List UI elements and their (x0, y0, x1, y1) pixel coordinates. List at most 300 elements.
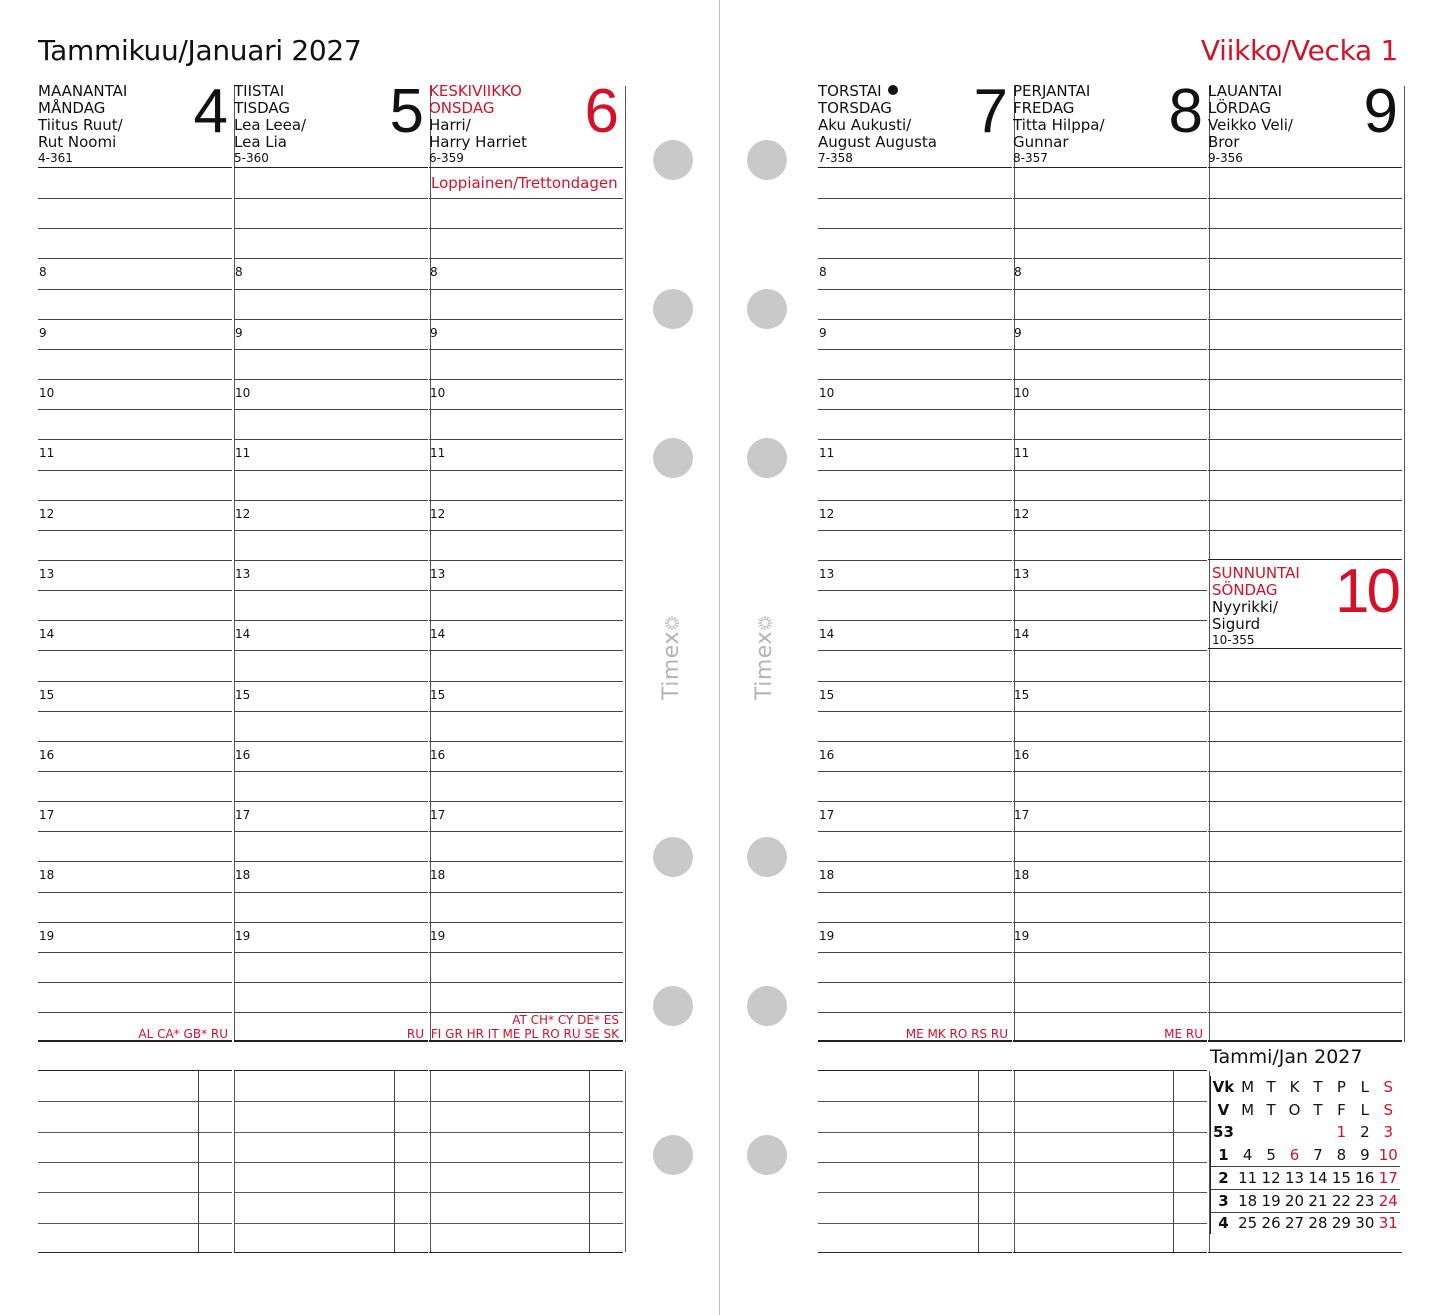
notes-line (234, 1192, 428, 1193)
row-line (818, 198, 1012, 199)
row-line (1013, 409, 1207, 410)
day-column-6 (429, 77, 623, 1042)
row-line (1013, 801, 1207, 802)
hour-label: 9 (39, 325, 47, 340)
mini-calendar-row (1211, 1189, 1400, 1212)
hour-label: 12 (235, 506, 251, 521)
row-line (234, 289, 428, 290)
notes-line (38, 1192, 232, 1193)
mini-calendar-row (1211, 1166, 1400, 1189)
column-bottom-line (818, 1040, 1012, 1042)
row-line (1013, 258, 1207, 259)
column-bottom-line (1013, 1040, 1207, 1042)
row-line (1208, 530, 1402, 531)
notes-line (429, 1132, 623, 1133)
row-line (818, 711, 1012, 712)
notes-line (429, 1192, 623, 1193)
hour-label: 14 (1014, 627, 1030, 642)
row-line (234, 771, 428, 772)
hour-label: 13 (430, 566, 446, 581)
calendar-cell: T (1266, 1078, 1276, 1097)
calendar-cell: 15 (1331, 1169, 1351, 1188)
row-line (234, 831, 428, 832)
hour-label: 16 (39, 747, 55, 762)
calendar-cell: 2 (1360, 1123, 1370, 1142)
punch-hole (653, 1135, 693, 1175)
row-line (429, 952, 623, 953)
day-of-year: 9-356 (1208, 151, 1243, 165)
notes-line (38, 1132, 232, 1133)
row-line (1013, 590, 1207, 591)
week-number: 1 (1218, 1146, 1229, 1165)
day-of-year: 7-358 (818, 151, 853, 165)
row-line (818, 409, 1012, 410)
mini-calendar (1208, 1044, 1402, 1253)
row-line (1013, 650, 1207, 651)
hour-label: 8 (1014, 265, 1022, 280)
row-line (818, 500, 1012, 501)
row-line (1013, 922, 1207, 923)
row-line (1208, 379, 1402, 380)
row-line (234, 741, 428, 742)
calendar-cell: M (1241, 1100, 1255, 1119)
row-line (818, 861, 1012, 862)
name-day-1: Lea Leea/ (234, 116, 307, 134)
calendar-cell: 25 (1238, 1214, 1258, 1233)
hour-label: 15 (430, 687, 446, 702)
timex-logo (752, 615, 777, 700)
row-line (1208, 922, 1402, 923)
row-line (429, 922, 623, 923)
row-line (234, 409, 428, 410)
column-bottom-line (429, 1040, 623, 1042)
hour-label: 17 (1014, 808, 1030, 823)
calendar-cell: 24 (1378, 1191, 1398, 1210)
row-line (429, 289, 623, 290)
calendar-cell: 29 (1331, 1214, 1351, 1233)
mini-calendar-row (1211, 1121, 1400, 1144)
row-line (234, 439, 428, 440)
hour-label: 9 (819, 325, 827, 340)
name-day-1: Nyyrikki/ (1212, 598, 1278, 616)
notes-box (818, 1070, 1012, 1253)
hour-label: 10 (430, 386, 446, 401)
notes-divider (198, 1071, 199, 1252)
weekday-fi: PERJANTAI (1013, 82, 1091, 100)
column-bottom-line (1208, 1040, 1402, 1042)
calendar-cell: M (1241, 1078, 1255, 1097)
day-of-year: 8-357 (1013, 151, 1048, 165)
row-line (429, 590, 623, 591)
brand-text: Timex (658, 631, 684, 700)
weekday-sv: TISDAG (234, 99, 291, 117)
day-column-4 (38, 77, 232, 1042)
row-line (818, 1012, 1012, 1013)
row-line (818, 650, 1012, 651)
mini-calendar-row (1211, 1212, 1400, 1235)
punch-hole (653, 986, 693, 1026)
row-line (818, 349, 1012, 350)
row-line (1208, 861, 1402, 862)
notes-line (38, 1101, 232, 1102)
row-line (1013, 831, 1207, 832)
row-line (38, 831, 232, 832)
row-line (38, 590, 232, 591)
calendar-cell: L (1360, 1078, 1370, 1097)
row-line (818, 289, 1012, 290)
calendar-cell: 30 (1355, 1214, 1375, 1233)
punch-hole (747, 140, 787, 180)
row-line (429, 409, 623, 410)
week-number: 53 (1213, 1123, 1234, 1142)
calendar-cell: T (1266, 1100, 1276, 1119)
row-line (818, 982, 1012, 983)
row-line (429, 650, 623, 651)
hour-label: 10 (235, 386, 251, 401)
hour-label: 19 (819, 928, 835, 943)
hour-label: 10 (819, 386, 835, 401)
row-line (1013, 771, 1207, 772)
hour-label: 9 (430, 325, 438, 340)
row-line (38, 922, 232, 923)
week-title: Viikko/Vecka 1 (1200, 34, 1398, 67)
weekday-fi: TIISTAI (234, 82, 285, 100)
notes-divider (394, 1071, 395, 1252)
day-header (1208, 77, 1402, 168)
row-line (38, 681, 232, 682)
row-line (429, 470, 623, 471)
hour-label: 18 (1014, 868, 1030, 883)
row-line (38, 892, 232, 893)
row-line (1208, 409, 1402, 410)
name-day-2: Gunnar (1013, 133, 1069, 151)
row-line (1013, 319, 1207, 320)
calendar-cell: 1 (1336, 1123, 1347, 1142)
row-line (234, 1012, 428, 1013)
calendar-cell: 20 (1284, 1191, 1305, 1210)
row-line (1208, 831, 1402, 832)
row-line (38, 771, 232, 772)
calendar-cell: S (1383, 1078, 1394, 1097)
day-header (234, 77, 428, 168)
weekday-sv: FREDAG (1013, 99, 1075, 117)
row-line (1013, 530, 1207, 531)
row-line (818, 922, 1012, 923)
hour-label: 13 (39, 566, 55, 581)
row-line (1013, 198, 1207, 199)
row-line (234, 861, 428, 862)
hour-label: 19 (430, 928, 446, 943)
hour-label: 16 (1014, 747, 1030, 762)
mini-calendar-row (1211, 1076, 1400, 1099)
weekday-fi (818, 83, 898, 100)
hour-label: 11 (235, 446, 251, 461)
notes-line (1013, 1223, 1207, 1224)
row-line (818, 681, 1012, 682)
calendar-cell: T (1313, 1100, 1323, 1119)
punch-hole (747, 289, 787, 329)
row-line (38, 500, 232, 501)
row-line (234, 982, 428, 983)
notes-line (38, 1162, 232, 1163)
hour-label: 18 (235, 868, 251, 883)
week-number: 3 (1218, 1191, 1229, 1210)
hour-label: 16 (430, 747, 446, 762)
row-line (818, 620, 1012, 621)
row-line (234, 198, 428, 199)
hour-label: 18 (39, 868, 55, 883)
punch-hole (747, 986, 787, 1026)
calendar-cell: 7 (1313, 1146, 1323, 1165)
row-line (1013, 349, 1207, 350)
calendar-cell: 22 (1331, 1191, 1351, 1210)
weekday-fi: LAUANTAI (1208, 82, 1283, 100)
weekday-sv: LÖRDAG (1208, 99, 1271, 117)
notes-line (234, 1132, 428, 1133)
notes-line (1013, 1162, 1207, 1163)
day-column-8 (1013, 77, 1207, 1042)
weekday-fi-text: TORSTAI (818, 82, 882, 100)
holiday-label: Loppiainen/Trettondagen (431, 174, 618, 192)
row-line (234, 228, 428, 229)
calendar-cell: 10 (1378, 1146, 1398, 1165)
calendar-cell: 21 (1308, 1191, 1328, 1210)
row-line (818, 952, 1012, 953)
flag-codes-2: ME MK RO RS RU (905, 1027, 1008, 1041)
hour-label: 9 (1014, 325, 1022, 340)
calendar-cell: 6 (1289, 1146, 1300, 1165)
hour-label: 13 (235, 566, 251, 581)
day-column-5 (234, 77, 428, 1042)
row-line (1208, 1012, 1402, 1013)
row-line (234, 952, 428, 953)
notes-line (818, 1101, 1012, 1102)
row-line (818, 258, 1012, 259)
calendar-cell: 14 (1308, 1169, 1328, 1188)
date-number: 4 (193, 77, 228, 146)
row-line (429, 801, 623, 802)
name-day-1: Harri/ (429, 116, 471, 134)
column-bottom-line (234, 1040, 428, 1042)
row-line (429, 892, 623, 893)
row-line (429, 319, 623, 320)
flag-codes-2: AL CA* GB* RU (138, 1027, 228, 1041)
hour-label: 12 (1014, 506, 1030, 521)
hour-label: 11 (430, 446, 446, 461)
day-header (818, 77, 1012, 168)
week-number: Vk (1212, 1078, 1235, 1097)
row-line (1208, 470, 1402, 471)
calendar-cell: 12 (1261, 1169, 1281, 1188)
mini-calendar-title: Tammi/Jan 2027 (1210, 1046, 1363, 1068)
row-line (429, 620, 623, 621)
column-divider (1404, 86, 1405, 1042)
calendar-cell: 3 (1383, 1123, 1394, 1142)
row-line (38, 560, 232, 561)
row-line (818, 801, 1012, 802)
month-title: Tammikuu/Januari 2027 (38, 34, 362, 67)
row-line (1013, 620, 1207, 621)
hour-label: 18 (819, 868, 835, 883)
row-line (234, 620, 428, 621)
row-line (1013, 228, 1207, 229)
row-line (1208, 349, 1402, 350)
weekday-fi: KESKIVIIKKO (429, 82, 522, 100)
flag-codes-2: RU (406, 1027, 424, 1041)
row-line (1208, 771, 1402, 772)
row-line (818, 439, 1012, 440)
name-day-2: Sigurd (1212, 615, 1261, 633)
notes-line (1013, 1101, 1207, 1102)
day-column-7 (818, 77, 1012, 1042)
calendar-cell: 8 (1336, 1146, 1347, 1165)
hour-label: 12 (819, 506, 835, 521)
hour-label: 16 (235, 747, 251, 762)
row-line (429, 982, 623, 983)
notes-line (429, 1101, 623, 1102)
row-line (38, 198, 232, 199)
name-day-1: Aku Aukusti/ (818, 116, 912, 134)
calendar-cell: 4 (1242, 1146, 1253, 1165)
notes-divider (589, 1071, 590, 1252)
row-line (818, 228, 1012, 229)
weekday-sv: ONSDAG (429, 99, 495, 117)
row-line (234, 892, 428, 893)
sun-icon (664, 615, 680, 631)
row-line (234, 530, 428, 531)
hour-label: 19 (39, 928, 55, 943)
row-line (1013, 861, 1207, 862)
sun-icon (757, 615, 773, 631)
date-number: 6 (584, 77, 619, 146)
row-line (429, 771, 623, 772)
notes-divider (978, 1071, 979, 1252)
row-line (429, 560, 623, 561)
calendar-cell: 28 (1308, 1214, 1328, 1233)
punch-hole (653, 289, 693, 329)
row-line (429, 198, 623, 199)
column-divider (625, 86, 626, 1042)
hour-label: 13 (1014, 566, 1030, 581)
row-line (38, 379, 232, 380)
row-line (1013, 1012, 1207, 1013)
row-line (234, 922, 428, 923)
row-line (234, 500, 428, 501)
punch-hole (747, 837, 787, 877)
week-number: 4 (1218, 1214, 1229, 1233)
hour-label: 8 (430, 265, 438, 280)
calendar-cell: P (1336, 1078, 1346, 1097)
row-line (38, 620, 232, 621)
row-line (38, 228, 232, 229)
weekday-sv: TORSDAG (818, 99, 892, 117)
hour-label: 11 (39, 446, 55, 461)
notes-line (234, 1223, 428, 1224)
flag-codes-1: AT CH* CY DE* ES (512, 1013, 619, 1027)
hour-label: 10 (39, 386, 55, 401)
row-line (38, 982, 232, 983)
brand-text: Timex (751, 631, 777, 700)
notes-column-divider (625, 1071, 626, 1252)
row-line (38, 409, 232, 410)
row-line (429, 861, 623, 862)
mini-calendar-row (1211, 1099, 1400, 1122)
row-line (1208, 952, 1402, 953)
row-line (1013, 470, 1207, 471)
row-line (234, 711, 428, 712)
calendar-cell: T (1313, 1078, 1323, 1097)
row-line (1208, 228, 1402, 229)
hour-label: 15 (39, 687, 55, 702)
date-number: 5 (389, 77, 424, 146)
row-line (38, 1012, 232, 1013)
notes-line (1013, 1192, 1207, 1193)
punch-hole (747, 438, 787, 478)
day-column-9 (1208, 77, 1402, 1042)
row-line (1208, 319, 1402, 320)
row-line (818, 560, 1012, 561)
row-line (1208, 741, 1402, 742)
row-line (234, 319, 428, 320)
row-line (429, 831, 623, 832)
row-line (429, 530, 623, 531)
hour-label: 14 (235, 627, 251, 642)
mini-calendar-grid (1210, 1076, 1400, 1234)
notes-line (38, 1223, 232, 1224)
notes-line (1013, 1132, 1207, 1133)
column-bottom-line (38, 1040, 232, 1042)
name-day-1: Veikko Veli/ (1208, 116, 1293, 134)
row-line (38, 349, 232, 350)
name-day-2: Lea Lia (234, 133, 287, 151)
calendar-cell: 11 (1238, 1169, 1258, 1188)
row-line (38, 711, 232, 712)
hour-label: 9 (235, 325, 243, 340)
day-header (429, 77, 623, 168)
row-line (429, 258, 623, 259)
punch-hole (653, 438, 693, 478)
row-line (234, 590, 428, 591)
punch-hole (653, 140, 693, 180)
hour-label: 17 (430, 808, 446, 823)
hour-label: 18 (430, 868, 446, 883)
calendar-cell: 16 (1355, 1169, 1375, 1188)
row-line (429, 711, 623, 712)
row-line (818, 771, 1012, 772)
name-day-2: Bror (1208, 133, 1240, 151)
row-line (38, 258, 232, 259)
row-line (1208, 681, 1402, 682)
calendar-cell: L (1360, 1100, 1370, 1119)
row-line (429, 349, 623, 350)
calendar-cell: F (1337, 1100, 1346, 1119)
calendar-cell: K (1289, 1078, 1300, 1097)
hour-label: 13 (819, 566, 835, 581)
notes-box (234, 1070, 428, 1253)
date-number: 7 (973, 77, 1008, 146)
row-line (818, 590, 1012, 591)
row-line (1013, 560, 1207, 561)
row-line (429, 379, 623, 380)
notes-line (818, 1132, 1012, 1133)
flag-codes-2: FI GR HR IT ME PL RO RU SE SK (430, 1027, 619, 1041)
punch-hole (653, 837, 693, 877)
calendar-cell: 5 (1266, 1146, 1276, 1165)
hour-label: 14 (430, 627, 446, 642)
row-line (38, 861, 232, 862)
date-number: 10 (1335, 557, 1398, 626)
weekday-fi: MAANANTAI (38, 82, 128, 100)
